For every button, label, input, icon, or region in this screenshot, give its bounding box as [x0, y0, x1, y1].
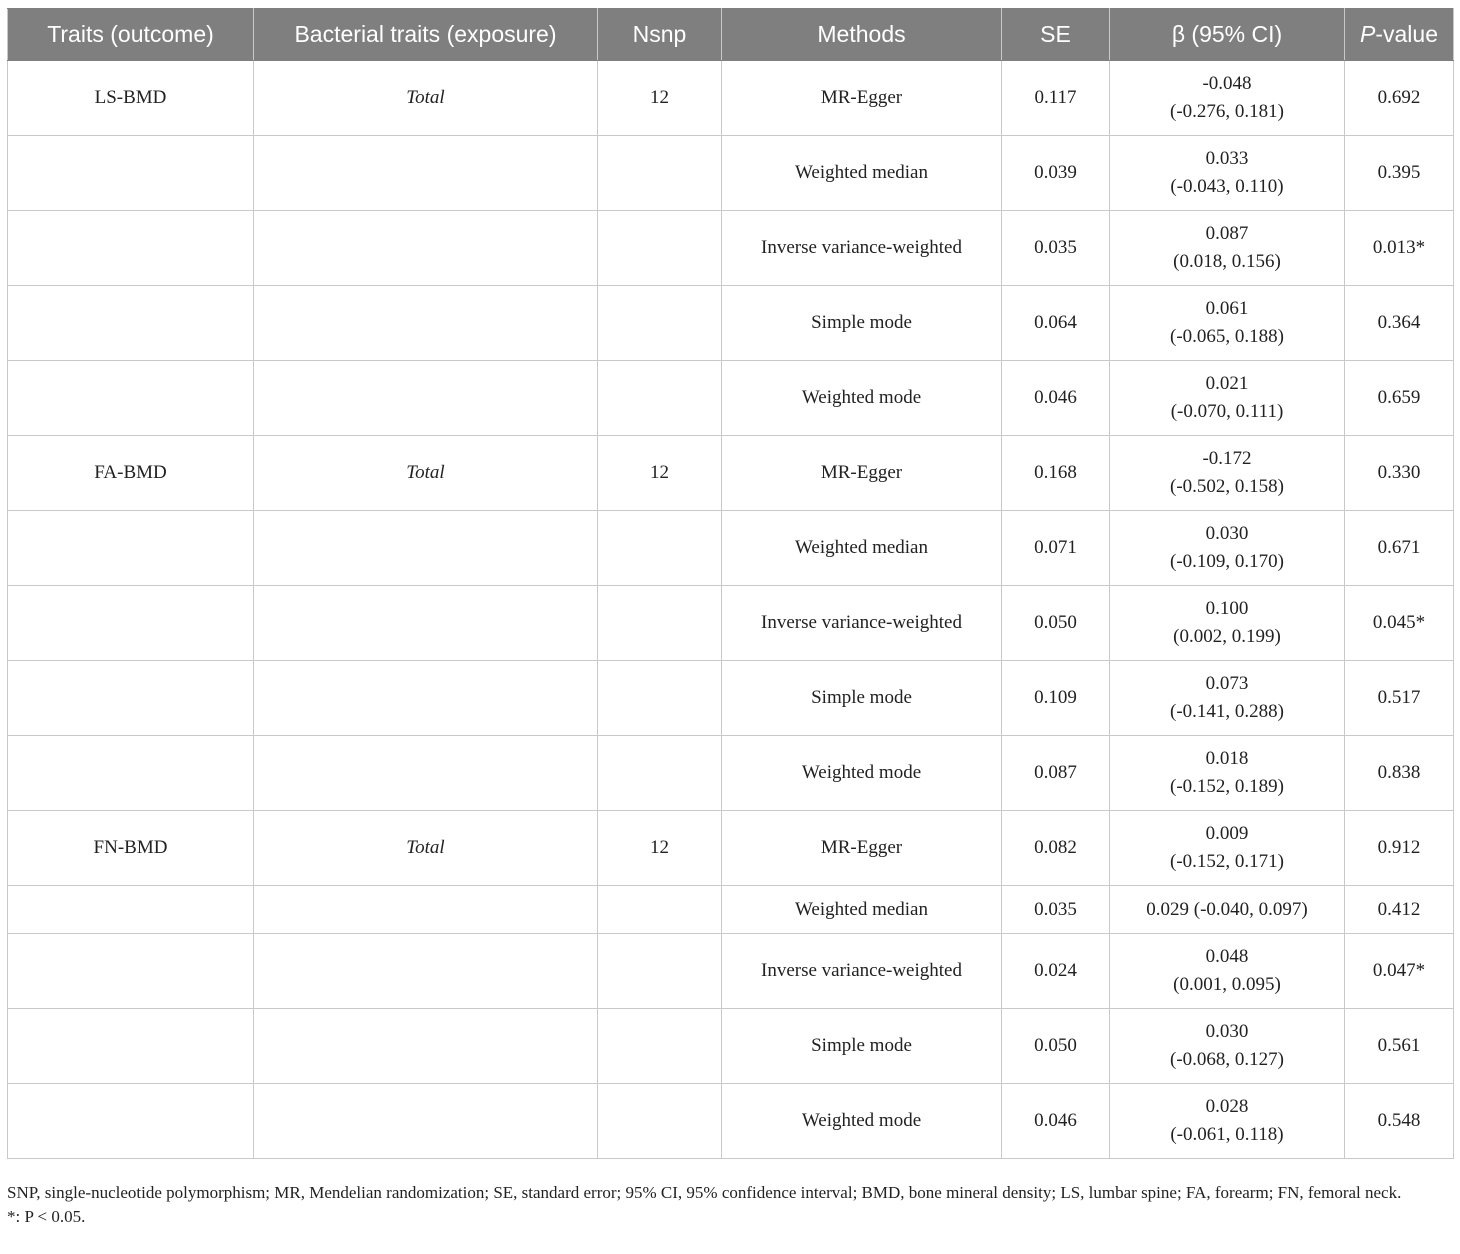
cell-beta-ci — [1110, 1084, 1345, 1159]
beta-estimate: 0.073 — [1205, 673, 1249, 694]
cell-method: Inverse variance-weighted — [722, 934, 1002, 1009]
cell-beta-ci — [1110, 511, 1345, 586]
cell-outcome — [8, 1009, 254, 1084]
header-outcome: Traits (outcome) — [8, 9, 254, 61]
cell-p-value: 0.047* — [1345, 934, 1454, 1009]
cell-outcome — [8, 511, 254, 586]
beta-estimate: 0.021 — [1205, 373, 1249, 394]
header-beta: β (95% CI) — [1110, 9, 1345, 61]
beta-estimate: 0.033 — [1205, 148, 1249, 169]
cell-p-value: 0.395 — [1345, 136, 1454, 211]
cell-exposure — [254, 211, 598, 286]
cell-exposure: Total — [254, 811, 598, 886]
cell-outcome — [8, 361, 254, 436]
table-row — [8, 886, 1454, 934]
cell-exposure — [254, 736, 598, 811]
cell-p-value: 0.045* — [1345, 586, 1454, 661]
cell-exposure — [254, 661, 598, 736]
table-row — [8, 661, 1454, 736]
cell-nsnp — [598, 286, 722, 361]
cell-se: 0.039 — [1002, 136, 1110, 211]
cell-beta-ci — [1110, 211, 1345, 286]
footnote-abbreviations: SNP, single-nucleotide polymorphism; MR, Mendelian randomization; SE, standard error; 95% CI, 95% confidence interval; BMD, bone mineral density; LS, lumbar spine; FA, forearm; FN, femoral neck. — [7, 1183, 1402, 1202]
confidence-interval: (0.018, 0.156) — [1173, 251, 1281, 272]
cell-se: 0.071 — [1002, 511, 1110, 586]
cell-outcome: FN-BMD — [8, 811, 254, 886]
cell-se: 0.117 — [1002, 61, 1110, 136]
cell-nsnp — [598, 661, 722, 736]
cell-beta-ci — [1110, 661, 1345, 736]
cell-exposure — [254, 934, 598, 1009]
cell-nsnp — [598, 1084, 722, 1159]
cell-outcome — [8, 211, 254, 286]
results-table — [7, 8, 1454, 1159]
footnote-significance: *: P < 0.05. — [7, 1207, 86, 1226]
cell-beta-ci — [1110, 886, 1345, 934]
cell-se: 0.046 — [1002, 1084, 1110, 1159]
cell-se: 0.082 — [1002, 811, 1110, 886]
cell-exposure — [254, 511, 598, 586]
cell-p-value: 0.912 — [1345, 811, 1454, 886]
cell-exposure — [254, 586, 598, 661]
confidence-interval: (-0.276, 0.181) — [1170, 101, 1284, 122]
table-row — [8, 811, 1454, 886]
confidence-interval: (-0.043, 0.110) — [1170, 176, 1284, 197]
cell-exposure — [254, 886, 598, 934]
cell-p-value: 0.561 — [1345, 1009, 1454, 1084]
cell-outcome: FA-BMD — [8, 436, 254, 511]
header-row — [8, 9, 1454, 61]
beta-estimate: 0.048 — [1205, 946, 1249, 967]
header-p-value — [1345, 9, 1454, 61]
cell-method: Simple mode — [722, 286, 1002, 361]
table-row — [8, 436, 1454, 511]
beta-estimate: 0.028 — [1205, 1096, 1249, 1117]
cell-nsnp — [598, 511, 722, 586]
footnotes — [7, 1181, 1453, 1229]
beta-estimate: 0.029 — [1146, 898, 1189, 920]
beta-estimate: 0.087 — [1205, 223, 1249, 244]
cell-exposure — [254, 1084, 598, 1159]
table-row — [8, 586, 1454, 661]
cell-nsnp — [598, 886, 722, 934]
cell-se: 0.035 — [1002, 886, 1110, 934]
cell-outcome: LS-BMD — [8, 61, 254, 136]
confidence-interval: (-0.068, 0.127) — [1170, 1049, 1284, 1070]
cell-outcome — [8, 1084, 254, 1159]
cell-nsnp — [598, 586, 722, 661]
cell-nsnp — [598, 736, 722, 811]
cell-nsnp: 12 — [598, 436, 722, 511]
cell-method: Weighted mode — [722, 361, 1002, 436]
cell-beta-ci — [1110, 586, 1345, 661]
cell-outcome — [8, 934, 254, 1009]
cell-beta-ci — [1110, 286, 1345, 361]
beta-estimate: 0.061 — [1205, 298, 1249, 319]
table-row — [8, 286, 1454, 361]
beta-estimate: 0.030 — [1205, 523, 1249, 544]
cell-method: Inverse variance-weighted — [722, 211, 1002, 286]
cell-p-value: 0.364 — [1345, 286, 1454, 361]
cell-outcome — [8, 886, 254, 934]
header-nsnp: Nsnp — [598, 9, 722, 61]
beta-estimate: 0.100 — [1205, 598, 1249, 619]
table-row — [8, 136, 1454, 211]
cell-nsnp — [598, 1009, 722, 1084]
cell-nsnp — [598, 136, 722, 211]
beta-estimate: -0.048 — [1202, 73, 1252, 94]
cell-beta-ci — [1110, 361, 1345, 436]
table-row — [8, 1084, 1454, 1159]
header-se: SE — [1002, 9, 1110, 61]
cell-se: 0.050 — [1002, 1009, 1110, 1084]
cell-nsnp — [598, 211, 722, 286]
cell-p-value: 0.671 — [1345, 511, 1454, 586]
header-methods: Methods — [722, 9, 1002, 61]
cell-method: Simple mode — [722, 1009, 1002, 1084]
header-p-suffix: -value — [1375, 21, 1438, 47]
cell-se: 0.168 — [1002, 436, 1110, 511]
table-row — [8, 211, 1454, 286]
cell-p-value: 0.013* — [1345, 211, 1454, 286]
confidence-interval: (0.002, 0.199) — [1173, 626, 1281, 647]
cell-method: Inverse variance-weighted — [722, 586, 1002, 661]
confidence-interval: (-0.152, 0.171) — [1170, 851, 1284, 872]
cell-se: 0.046 — [1002, 361, 1110, 436]
cell-exposure — [254, 286, 598, 361]
cell-beta-ci — [1110, 136, 1345, 211]
cell-outcome — [8, 661, 254, 736]
cell-outcome — [8, 586, 254, 661]
table-row — [8, 61, 1454, 136]
table-body — [8, 61, 1454, 1159]
cell-p-value: 0.330 — [1345, 436, 1454, 511]
cell-exposure: Total — [254, 436, 598, 511]
cell-nsnp — [598, 361, 722, 436]
confidence-interval: (-0.061, 0.118) — [1170, 1124, 1284, 1145]
cell-p-value: 0.412 — [1345, 886, 1454, 934]
cell-method: MR-Egger — [722, 436, 1002, 511]
cell-nsnp: 12 — [598, 811, 722, 886]
table-row — [8, 361, 1454, 436]
confidence-interval: (-0.109, 0.170) — [1170, 551, 1284, 572]
cell-method: Simple mode — [722, 661, 1002, 736]
confidence-interval: (-0.040, 0.097) — [1193, 898, 1308, 920]
cell-beta-ci — [1110, 934, 1345, 1009]
cell-outcome — [8, 286, 254, 361]
table-row — [8, 1009, 1454, 1084]
cell-se: 0.050 — [1002, 586, 1110, 661]
beta-estimate: 0.009 — [1205, 823, 1249, 844]
cell-method: MR-Egger — [722, 61, 1002, 136]
cell-exposure — [254, 361, 598, 436]
cell-method: Weighted mode — [722, 736, 1002, 811]
cell-outcome — [8, 736, 254, 811]
confidence-interval: (-0.502, 0.158) — [1170, 476, 1284, 497]
cell-p-value: 0.659 — [1345, 361, 1454, 436]
confidence-interval: (-0.141, 0.288) — [1170, 701, 1284, 722]
cell-se: 0.109 — [1002, 661, 1110, 736]
confidence-interval: (-0.065, 0.188) — [1170, 326, 1284, 347]
cell-beta-ci — [1110, 436, 1345, 511]
beta-estimate: 0.018 — [1205, 748, 1249, 769]
beta-estimate: 0.030 — [1205, 1021, 1249, 1042]
cell-p-value: 0.692 — [1345, 61, 1454, 136]
table-row — [8, 736, 1454, 811]
cell-se: 0.035 — [1002, 211, 1110, 286]
cell-outcome — [8, 136, 254, 211]
cell-p-value: 0.517 — [1345, 661, 1454, 736]
cell-nsnp: 12 — [598, 61, 722, 136]
cell-beta-ci — [1110, 736, 1345, 811]
cell-exposure — [254, 1009, 598, 1084]
header-p-letter: P — [1360, 21, 1376, 47]
cell-beta-ci — [1110, 61, 1345, 136]
beta-estimate: -0.172 — [1202, 448, 1252, 469]
cell-method: Weighted mode — [722, 1084, 1002, 1159]
table-row — [8, 934, 1454, 1009]
cell-se: 0.024 — [1002, 934, 1110, 1009]
cell-method: Weighted median — [722, 136, 1002, 211]
cell-beta-ci — [1110, 811, 1345, 886]
cell-exposure — [254, 136, 598, 211]
cell-se: 0.064 — [1002, 286, 1110, 361]
confidence-interval: (-0.070, 0.111) — [1170, 401, 1284, 422]
cell-method: Weighted median — [722, 511, 1002, 586]
table-row — [8, 511, 1454, 586]
cell-beta-ci — [1110, 1009, 1345, 1084]
cell-p-value: 0.548 — [1345, 1084, 1454, 1159]
cell-exposure: Total — [254, 61, 598, 136]
header-exposure: Bacterial traits (exposure) — [254, 9, 598, 61]
cell-nsnp — [598, 934, 722, 1009]
cell-method: MR-Egger — [722, 811, 1002, 886]
cell-p-value: 0.838 — [1345, 736, 1454, 811]
confidence-interval: (-0.152, 0.189) — [1170, 776, 1284, 797]
cell-method: Weighted median — [722, 886, 1002, 934]
confidence-interval: (0.001, 0.095) — [1173, 974, 1281, 995]
cell-se: 0.087 — [1002, 736, 1110, 811]
